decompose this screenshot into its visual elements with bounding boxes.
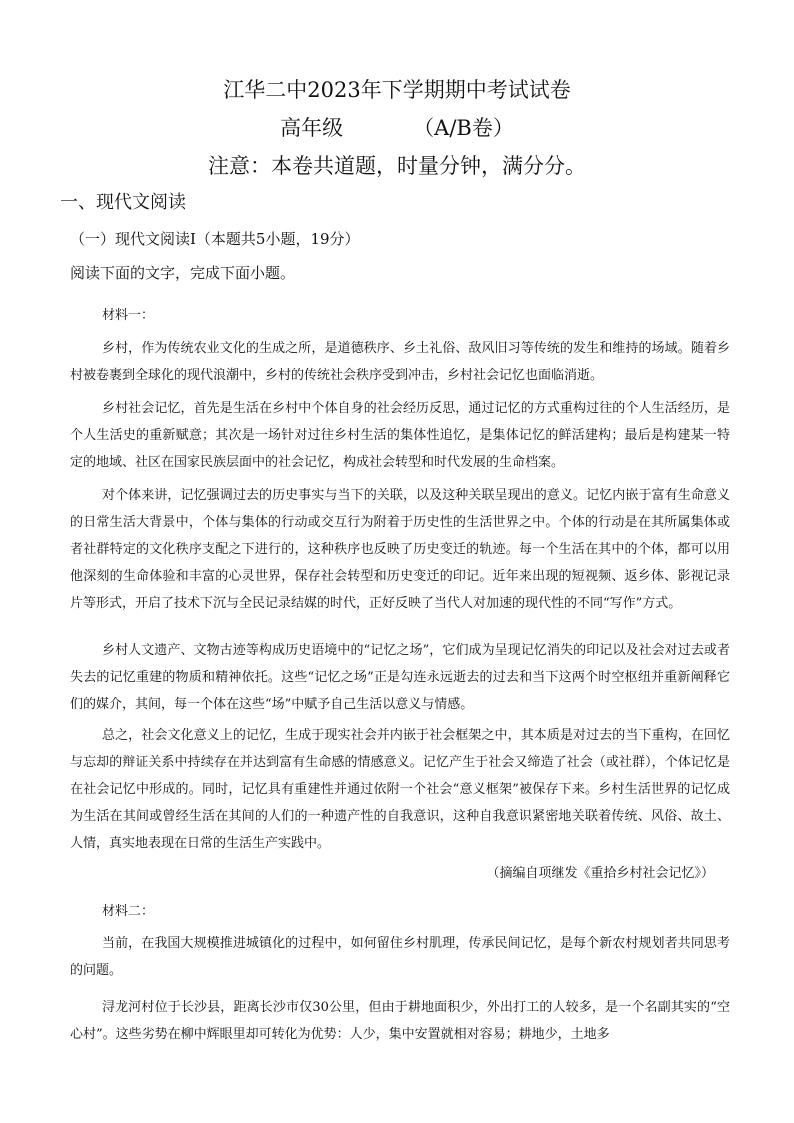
material1-label: 材料一：	[102, 308, 155, 323]
material2-paragraph-2: 浔龙河村位于长沙县，距离长沙市仅30公里，但由于耕地面积少，外出打工的人较多，是一个名副其实的“空心村”。这些劣势在柳中辉眼里却可转化为优势：人少，集中安置就相对容易；耕地少，土地多	[70, 1000, 730, 1042]
material1-paragraph-5: 总之，社会文化意义上的记忆，生成于现实社会并内嵌于社会框架之中，其本质是对过去的当下重构，在回忆与忘却的辩证关系中持续存在并达到富有生命感的情感意义。记忆产生于社会又缔造了社会（或社群），个体记忆是在社会记忆中形成的。同时，记忆具有重建性并通过依附一个社会“意义框架”被保存下来。乡村生活世界的记忆成为生活在其间或曾经生活在其间的人们的一种遗产性的自我意识，这种自我意识紧密地关联着传统、风俗、故土、人情，真实地表现在日常的生活生产实践中。	[70, 728, 730, 851]
material1-source: （摘编自项继发《重拾乡村社会记忆》）	[486, 866, 714, 881]
instruction: 阅读下面的文字，完成下面小题。	[70, 264, 296, 282]
grade-label: 高年级	[280, 116, 344, 140]
grade-line	[0, 112, 794, 142]
material1-paragraph-2: 乡村社会记忆，首先是生活在乡村中个体自身的社会经历反思，通过记忆的方式重构过往的个人生活经历，是个人生活史的重新赋意；其次是一场针对过往乡村生活的集体性追忆，是集体记忆的鲜活建构；最后是构建某一特定的地域、社区在国家民族层面中的社会记忆，构成社会转型和时代发展的生命档案。	[70, 401, 730, 470]
version-label: （A/B卷）	[413, 116, 514, 140]
material2-paragraph-1: 当前，在我国大规模推进城镇化的过程中，如何留住乡村肌理，传承民间记忆，是每个新农村规划者共同思考的问题。	[70, 936, 730, 978]
exam-title: 江华二中2023年下学期期中考试试卷	[223, 78, 571, 102]
material1-paragraph-1: 乡村，作为传统农业文化的生成之所，是道德秩序、乡土礼俗、敌风旧习等传统的发生和维持的场域。随着乡村被卷裹到全球化的现代浪潮中，乡村的传统社会秩序受到冲击，乡村社会记忆也面临消逝。	[70, 341, 730, 383]
exam-notice: 注意：本卷共道题，时量分钟，满分分。	[208, 154, 586, 178]
material2-label: 材料二：	[102, 904, 155, 919]
material1-paragraph-4: 乡村人文遗产、文物古迹等构成历史语境中的“记忆之场”，它们成为呈现记忆消失的印记以及社会对过去或者失去的记忆重建的物质和精神依托。这些“记忆之场”正是勾连永远逝去的过去和当下这两个时空枢纽并重新阐释它们的媒介，其间，每一个体在这些“场”中赋予自己生活以意义与情感。	[70, 643, 730, 712]
material1-paragraph-3: 对个体来讲，记忆强调过去的历史事实与当下的关联，以及这种关联呈现出的意义。记忆内嵌于富有生命意义的日常生活大背景中，个体与集体的行动或交互行为附着于历史性的生活世界之中。个体的行动是在其所属集体或者社群特定的文化秩序支配之下进行的，这种秩序也反映了历史变迁的轨迹。每一个生活在其中的个体，都可以用他深刻的生命体验和丰富的心灵世界，保存社会转型和历史变迁的印记。近年来出现的短视频、返乡体、影视记录片等形式，开启了技术下沉与全民记录结媒的时代，正好反映了当代人对加速的现代性的不同“写作”方式。	[70, 488, 730, 611]
sub-heading: （一）现代文阅读Ⅰ（本题共5小题，19分）	[70, 230, 360, 248]
section-heading: 一、现代文阅读	[60, 192, 186, 213]
